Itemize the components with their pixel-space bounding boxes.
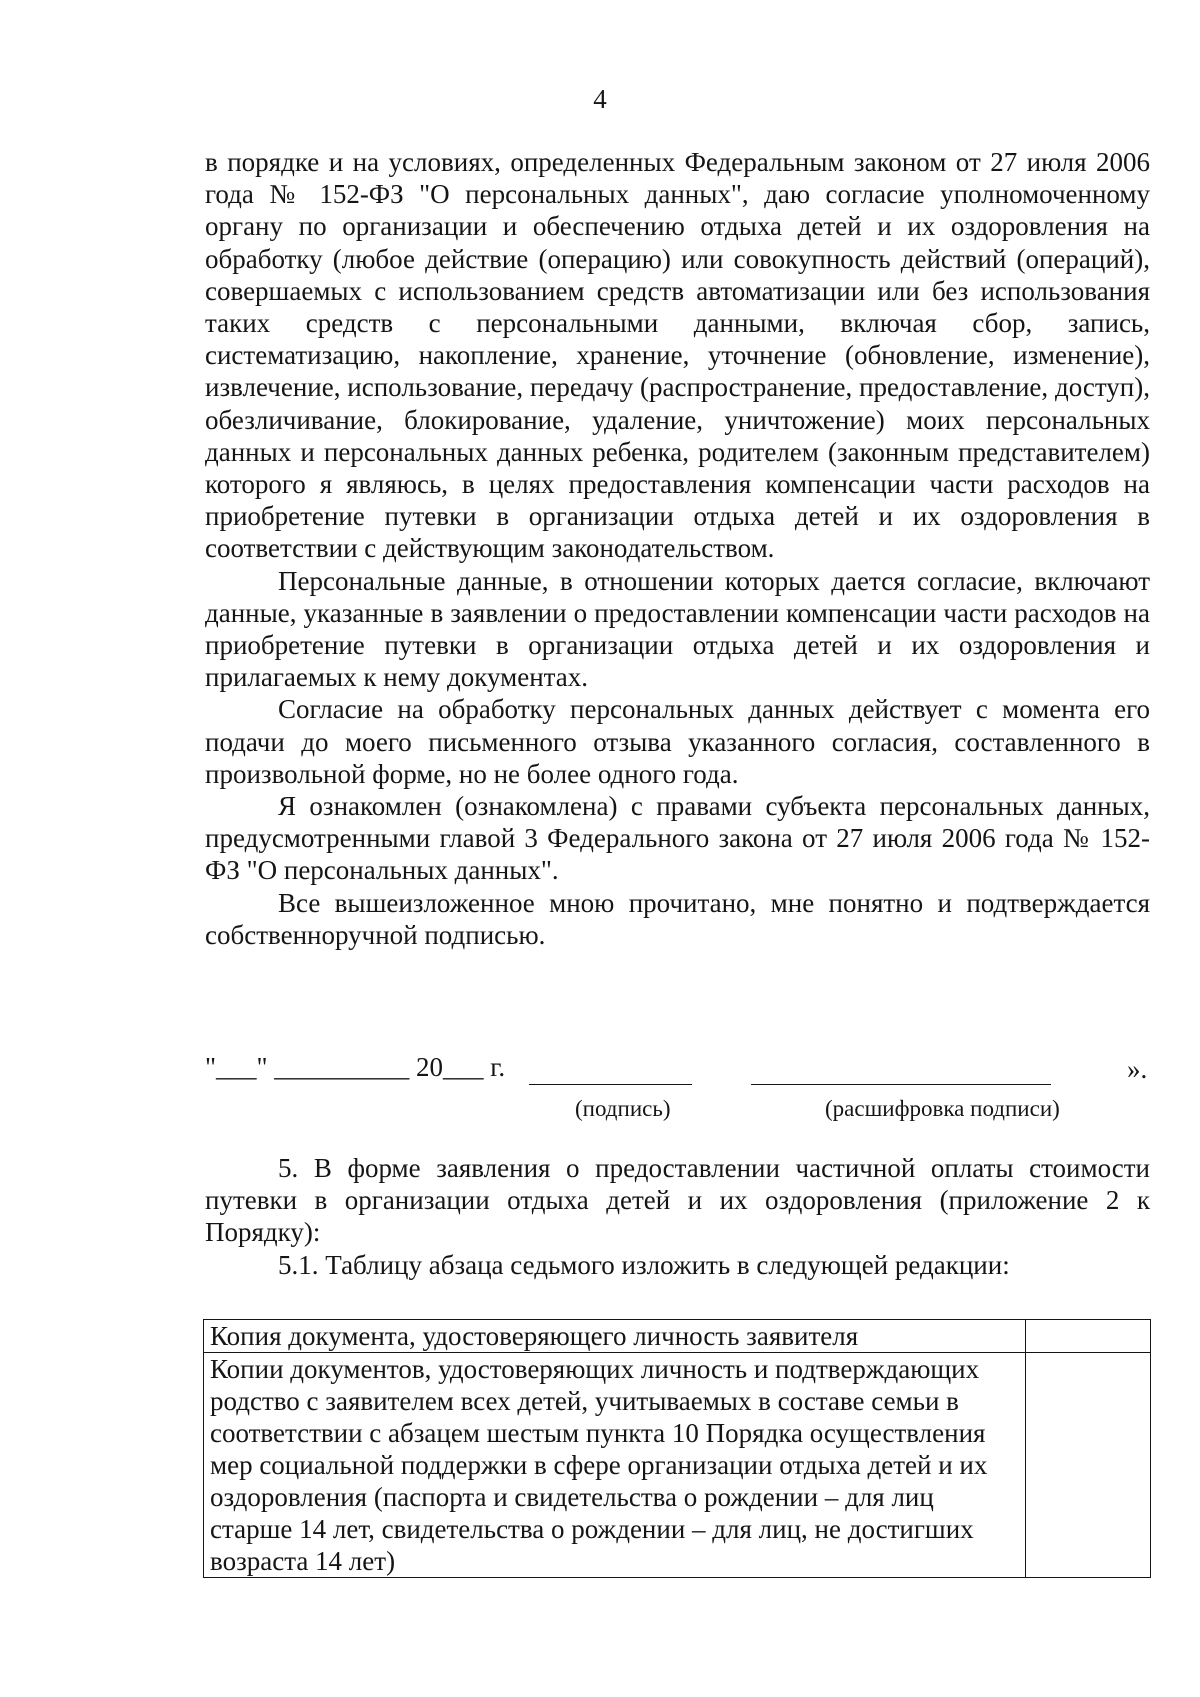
- table-cell-empty: [1026, 1320, 1151, 1353]
- section-5-1-heading: 5.1. Таблицу абзаца седьмого изложить в следующей редакции:: [278, 1249, 1010, 1280]
- document-body: [205, 146, 1150, 951]
- signature-line: [529, 1084, 692, 1085]
- page-number: 4: [593, 84, 607, 114]
- paragraph-consent: в порядке и на условиях, определенных Федеральным законом от 27 июля 2006 года № 152-ФЗ "О персональных данных", даю согласие уполномоченному органу по организации и обеспечению отдыха детей и их оздоровления на обработку (любое действие (операцию) или совокупность действий (операций), совершаемых с использованием средств автоматизации или без использования таких средств с персональными данными, включая сбор, запись, систематизацию, накопление, хранение, уточнение (обновление, изменение), извлечение, использование, передачу (распространение, предоставление, доступ), обезличивание, блокирование, удаление, уничтожение) моих персональных данных и персональных данных ребенка, родителем (законным представителем) которого я являюсь, в целях предоставления компенсации части расходов на приобретение путевки в организации отдыха детей и их оздоровления в соответствии с действующим законодательством.: [205, 147, 1150, 564]
- closing-mark: ».: [1127, 1054, 1148, 1084]
- paragraph-confirmation: Все вышеизложенное мною прочитано, мне понятно и подтверждается собственноручной подписью.: [205, 887, 1150, 950]
- decryption-line: [751, 1084, 1051, 1085]
- paragraph-personal-data: Персональные данные, в отношении которых дается согласие, включают данные, указанные в заявлении о предоставлении компенсации части расходов на приобретение путевки в организации отдыха детей и их оздоровления и прилагаемых к нему документах.: [205, 565, 1150, 693]
- signature-block: [205, 1052, 1150, 1122]
- table-cell-empty: [1026, 1353, 1151, 1578]
- section-5: [205, 1152, 1150, 1281]
- paragraph-rights: Я ознакомлен (ознакомлена) с правами субъекта персональных данных, предусмотренными главой 3 Федерального закона от 27 июля 2006 года № 152-ФЗ "О персональных данных".: [205, 791, 1150, 886]
- table-cell-text: Копия документа, удостоверяющего личность заявителя: [204, 1320, 1026, 1353]
- table-cell-text: Копии документов, удостоверяющих личность и подтверждающих родство с заявителем всех детей, учитываемых в составе семьи в соответствии с абзацем шестым пункта 10 Порядка осуществления мер социальной поддержки в сфере организации отдыха детей и их оздоровления (паспорта и свидетельства о рождении – для лиц старше 14 лет, свидетельства о рождении – для лиц, не достигших возраста 14 лет): [204, 1353, 1026, 1578]
- paragraph-validity: Согласие на обработку персональных данных действует с момента его подачи до моего письменного отзыва указанного согласия, составленного в произвольной форме, но не более одного года.: [205, 694, 1150, 789]
- section-5-heading: 5. В форме заявления о предоставлении частичной оплаты стоимости путевки в организации отдыха детей и их оздоровления (приложение 2 к Порядку):: [205, 1153, 1150, 1248]
- table-row: [204, 1320, 1151, 1353]
- table-row: [204, 1353, 1151, 1578]
- decryption-caption: (расшифровка подписи): [825, 1096, 1060, 1121]
- documents-table: [203, 1319, 1151, 1578]
- date-line: "___" __________ 20___ г.: [205, 1052, 506, 1082]
- signature-caption: (подпись): [575, 1096, 671, 1121]
